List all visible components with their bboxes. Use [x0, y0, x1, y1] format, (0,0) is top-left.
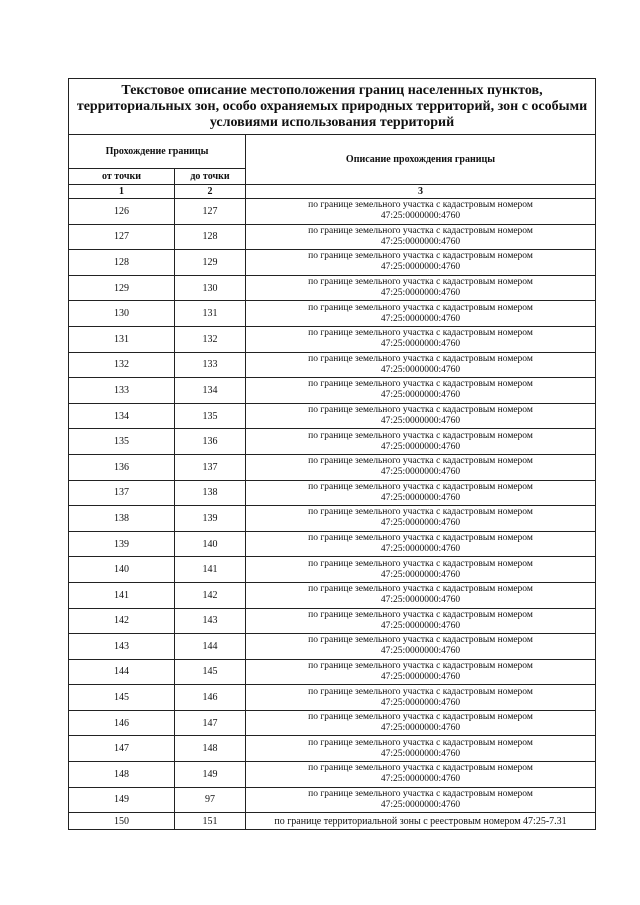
description-text: по границе земельного участка с кадастровым номером [308, 533, 533, 544]
header-boundary-passage: Прохождение границы [69, 135, 246, 169]
description-cell [246, 634, 596, 660]
to-point-cell: 142 [175, 582, 246, 608]
table-row [69, 506, 596, 532]
from-point-cell: 148 [69, 762, 175, 788]
to-point-cell: 137 [175, 454, 246, 480]
header-from-point: от точки [69, 169, 175, 185]
to-point-cell: 134 [175, 378, 246, 404]
cadastral-number: 47:25:0000000:4760 [380, 467, 461, 478]
table-row [69, 352, 596, 378]
to-point-cell: 144 [175, 634, 246, 660]
to-point-cell: 145 [175, 659, 246, 685]
table-row [69, 787, 596, 813]
table-row [69, 762, 596, 788]
cadastral-number: 47:25:0000000:4760 [380, 390, 461, 401]
from-point-cell: 132 [69, 352, 175, 378]
description-cell [246, 275, 596, 301]
description-text: по границе земельного участка с кадастровым номером [308, 788, 533, 799]
description-cell [246, 762, 596, 788]
from-point-cell: 139 [69, 531, 175, 557]
description-cell [246, 224, 596, 250]
description-cell [246, 429, 596, 455]
cadastral-number: 47:25:0000000:4760 [380, 211, 461, 222]
table-row [69, 557, 596, 583]
to-point-cell: 146 [175, 685, 246, 711]
to-point-cell: 132 [175, 326, 246, 352]
cadastral-number: 47:25:0000000:4760 [380, 313, 461, 324]
to-point-cell: 131 [175, 301, 246, 327]
from-point-cell: 136 [69, 454, 175, 480]
to-point-cell: 147 [175, 710, 246, 736]
from-point-cell: 140 [69, 557, 175, 583]
table-row [69, 685, 596, 711]
cadastral-number: 47:25:0000000:4760 [380, 595, 461, 606]
table-row [69, 250, 596, 276]
table-row [69, 736, 596, 762]
description-text: по границе земельного участка с кадастровым номером [308, 660, 533, 671]
cadastral-number: 47:25:0000000:4760 [380, 544, 461, 555]
description-text: по границе земельного участка с кадастровым номером [308, 277, 533, 288]
from-point-cell: 127 [69, 224, 175, 250]
table-row [69, 301, 596, 327]
table-row [69, 224, 596, 250]
description-text: по границе земельного участка с кадастровым номером [308, 251, 533, 262]
description-text: по границе земельного участка с кадастровым номером [308, 456, 533, 467]
from-point-cell: 150 [69, 813, 175, 830]
to-point-cell: 128 [175, 224, 246, 250]
description-cell [246, 199, 596, 225]
description-text: по границе земельного участка с кадастровым номером [308, 200, 533, 211]
from-point-cell: 135 [69, 429, 175, 455]
cadastral-number: 47:25:0000000:4760 [380, 723, 461, 734]
description-text: по границе земельного участка с кадастровым номером [308, 609, 533, 620]
description-cell [246, 736, 596, 762]
description-text: по границе земельного участка с кадастровым номером [308, 763, 533, 774]
to-point-cell: 151 [175, 813, 246, 830]
description-text: по границе земельного участка с кадастровым номером [308, 328, 533, 339]
to-point-cell: 127 [175, 199, 246, 225]
table-row [69, 582, 596, 608]
table-row [69, 326, 596, 352]
from-point-cell: 141 [69, 582, 175, 608]
cadastral-number: 47:25:0000000:4760 [380, 339, 461, 350]
description-cell [246, 531, 596, 557]
from-point-cell: 144 [69, 659, 175, 685]
cadastral-number: 47:25:0000000:4760 [380, 441, 461, 452]
from-point-cell: 145 [69, 685, 175, 711]
table-row [69, 429, 596, 455]
description-text: по границе земельного участка с кадастровым номером [308, 225, 533, 236]
table-row [69, 659, 596, 685]
description-text: по границе земельного участка с кадастровым номером [308, 686, 533, 697]
to-point-cell: 141 [175, 557, 246, 583]
description-cell [246, 250, 596, 276]
description-text: по границе земельного участка с кадастровым номером [308, 379, 533, 390]
cadastral-number: 47:25:0000000:4760 [380, 492, 461, 503]
table-row [69, 378, 596, 404]
description-cell [246, 352, 596, 378]
to-point-cell: 133 [175, 352, 246, 378]
cadastral-number: 47:25:0000000:4760 [380, 518, 461, 529]
description-text: по границе земельного участка с кадастровым номером [308, 712, 533, 723]
description-cell [246, 582, 596, 608]
description-text: по границе территориальной зоны с реестровым номером 47:25-7.31 [274, 815, 567, 827]
table-row [69, 199, 596, 225]
to-point-cell: 140 [175, 531, 246, 557]
cadastral-number: 47:25:0000000:4760 [380, 646, 461, 657]
table-row [69, 634, 596, 660]
cadastral-number: 47:25:0000000:4760 [380, 569, 461, 580]
table-row [69, 813, 596, 830]
to-point-cell: 138 [175, 480, 246, 506]
table-row [69, 454, 596, 480]
to-point-cell: 139 [175, 506, 246, 532]
table-row [69, 403, 596, 429]
cadastral-number: 47:25:0000000:4760 [380, 671, 461, 682]
table-row [69, 531, 596, 557]
description-cell [246, 685, 596, 711]
header-col-1: 1 [69, 185, 175, 199]
cadastral-number: 47:25:0000000:4760 [380, 620, 461, 631]
cadastral-number: 47:25:0000000:4760 [380, 774, 461, 785]
description-text: по границе земельного участка с кадастровым номером [308, 405, 533, 416]
cadastral-number: 47:25:0000000:4760 [380, 236, 461, 247]
description-text: по границе земельного участка с кадастровым номером [308, 430, 533, 441]
to-point-cell: 143 [175, 608, 246, 634]
description-cell [246, 710, 596, 736]
cadastral-number: 47:25:0000000:4760 [380, 416, 461, 427]
description-cell [246, 813, 596, 830]
to-point-cell: 135 [175, 403, 246, 429]
from-point-cell: 131 [69, 326, 175, 352]
description-text: по границе земельного участка с кадастровым номером [308, 737, 533, 748]
header-col-3: 3 [246, 185, 596, 199]
from-point-cell: 149 [69, 787, 175, 813]
to-point-cell: 130 [175, 275, 246, 301]
header-col-2: 2 [175, 185, 246, 199]
description-cell [246, 787, 596, 813]
from-point-cell: 130 [69, 301, 175, 327]
description-cell [246, 557, 596, 583]
description-text: по границе земельного участка с кадастровым номером [308, 558, 533, 569]
description-cell [246, 301, 596, 327]
from-point-cell: 128 [69, 250, 175, 276]
cadastral-number: 47:25:0000000:4760 [380, 262, 461, 273]
description-text: по границе земельного участка с кадастровым номером [308, 507, 533, 518]
from-point-cell: 142 [69, 608, 175, 634]
from-point-cell: 129 [69, 275, 175, 301]
cadastral-number: 47:25:0000000:4760 [380, 364, 461, 375]
table-row [69, 608, 596, 634]
table-row [69, 710, 596, 736]
description-text: по границе земельного участка с кадастровым номером [308, 635, 533, 646]
cadastral-number: 47:25:0000000:4760 [380, 748, 461, 759]
header-description: Описание прохождения границы [246, 135, 596, 185]
description-cell [246, 480, 596, 506]
cadastral-number: 47:25:0000000:4760 [380, 799, 461, 810]
to-point-cell: 136 [175, 429, 246, 455]
description-text: по границе земельного участка с кадастровым номером [308, 481, 533, 492]
table-row [69, 275, 596, 301]
from-point-cell: 146 [69, 710, 175, 736]
description-cell [246, 454, 596, 480]
cadastral-number: 47:25:0000000:4760 [380, 697, 461, 708]
from-point-cell: 134 [69, 403, 175, 429]
description-cell [246, 403, 596, 429]
header-to-point: до точки [175, 169, 246, 185]
boundary-table [68, 78, 596, 830]
from-point-cell: 137 [69, 480, 175, 506]
to-point-cell: 129 [175, 250, 246, 276]
table-row [69, 480, 596, 506]
from-point-cell: 138 [69, 506, 175, 532]
from-point-cell: 147 [69, 736, 175, 762]
description-cell [246, 378, 596, 404]
description-text: по границе земельного участка с кадастровым номером [308, 302, 533, 313]
cadastral-number: 47:25:0000000:4760 [380, 288, 461, 299]
document-title: Текстовое описание местоположения границ населенных пунктов, территориальных зон, особо охраняемых природных территорий, зон с особыми условиями использования территорий [69, 79, 596, 135]
to-point-cell: 149 [175, 762, 246, 788]
description-cell [246, 506, 596, 532]
description-cell [246, 608, 596, 634]
from-point-cell: 133 [69, 378, 175, 404]
to-point-cell: 97 [175, 787, 246, 813]
description-text: по границе земельного участка с кадастровым номером [308, 353, 533, 364]
to-point-cell: 148 [175, 736, 246, 762]
from-point-cell: 126 [69, 199, 175, 225]
description-text: по границе земельного участка с кадастровым номером [308, 584, 533, 595]
boundary-description-document [68, 78, 595, 830]
description-cell [246, 326, 596, 352]
from-point-cell: 143 [69, 634, 175, 660]
description-cell [246, 659, 596, 685]
